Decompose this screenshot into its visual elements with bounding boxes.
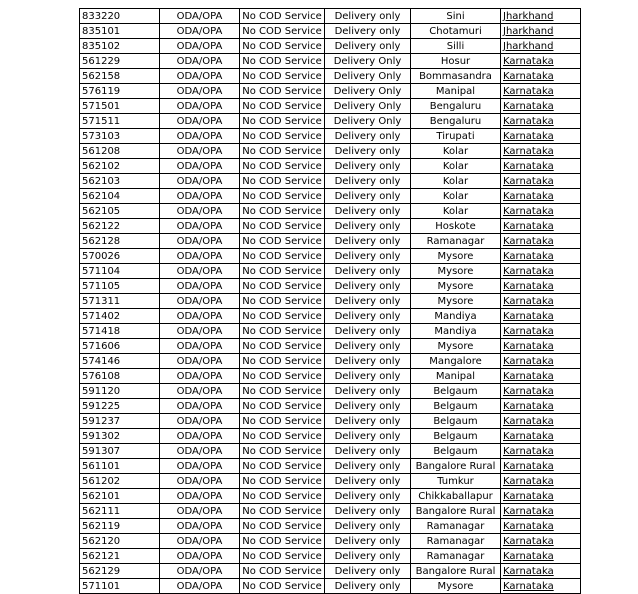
city-cell: Ramanagar — [411, 234, 501, 249]
service-cell: Delivery only — [325, 294, 411, 309]
city-cell: Bengaluru — [411, 114, 501, 129]
cod-cell: No COD Service — [240, 309, 325, 324]
city-cell: Mysore — [411, 339, 501, 354]
service-cell: Delivery only — [325, 414, 411, 429]
service-cell: Delivery only — [325, 549, 411, 564]
table-row — [80, 489, 581, 504]
table-row — [80, 24, 581, 39]
table-row — [80, 129, 581, 144]
state-cell: Karnataka — [501, 519, 581, 534]
state-cell: Karnataka — [501, 189, 581, 204]
city-cell: Silli — [411, 39, 501, 54]
pincode-cell: 562122 — [80, 219, 160, 234]
zone-cell: ODA/OPA — [160, 429, 240, 444]
zone-cell: ODA/OPA — [160, 534, 240, 549]
service-cell: Delivery only — [325, 144, 411, 159]
pincode-cell: 571501 — [80, 99, 160, 114]
cod-cell: No COD Service — [240, 384, 325, 399]
pincode-cell: 591237 — [80, 414, 160, 429]
cod-cell: No COD Service — [240, 579, 325, 594]
pincode-cell: 591302 — [80, 429, 160, 444]
state-cell: Karnataka — [501, 174, 581, 189]
cod-cell: No COD Service — [240, 354, 325, 369]
city-cell: Mangalore — [411, 354, 501, 369]
city-cell: Chotamuri — [411, 24, 501, 39]
service-cell: Delivery only — [325, 174, 411, 189]
city-cell: Chikkaballapur — [411, 489, 501, 504]
cod-cell: No COD Service — [240, 414, 325, 429]
service-cell: Delivery only — [325, 564, 411, 579]
state-cell: Karnataka — [501, 579, 581, 594]
cod-cell: No COD Service — [240, 9, 325, 24]
table-row — [80, 519, 581, 534]
table-row — [80, 84, 581, 99]
zone-cell: ODA/OPA — [160, 129, 240, 144]
zone-cell: ODA/OPA — [160, 519, 240, 534]
cod-cell: No COD Service — [240, 339, 325, 354]
city-cell: Belgaum — [411, 399, 501, 414]
cod-cell: No COD Service — [240, 474, 325, 489]
cod-cell: No COD Service — [240, 249, 325, 264]
city-cell: Belgaum — [411, 429, 501, 444]
service-cell: Delivery only — [325, 579, 411, 594]
state-cell: Karnataka — [501, 339, 581, 354]
state-cell: Karnataka — [501, 444, 581, 459]
pincode-cell: 833220 — [80, 9, 160, 24]
service-cell: Delivery Only — [325, 69, 411, 84]
pincode-cell: 571104 — [80, 264, 160, 279]
zone-cell: ODA/OPA — [160, 174, 240, 189]
city-cell: Kolar — [411, 144, 501, 159]
pincode-cell: 562129 — [80, 564, 160, 579]
service-cell: Delivery only — [325, 384, 411, 399]
pincode-cell: 561202 — [80, 474, 160, 489]
table-row — [80, 534, 581, 549]
cod-cell: No COD Service — [240, 189, 325, 204]
service-cell: Delivery only — [325, 129, 411, 144]
table-row — [80, 234, 581, 249]
table-row — [80, 384, 581, 399]
zone-cell: ODA/OPA — [160, 204, 240, 219]
city-cell: Kolar — [411, 204, 501, 219]
state-cell: Karnataka — [501, 84, 581, 99]
cod-cell: No COD Service — [240, 279, 325, 294]
city-cell: Bangalore Rural — [411, 504, 501, 519]
service-cell: Delivery only — [325, 189, 411, 204]
service-cell: Delivery only — [325, 324, 411, 339]
state-cell: Karnataka — [501, 99, 581, 114]
cod-cell: No COD Service — [240, 204, 325, 219]
service-cell: Delivery only — [325, 24, 411, 39]
cod-cell: No COD Service — [240, 69, 325, 84]
zone-cell: ODA/OPA — [160, 489, 240, 504]
zone-cell: ODA/OPA — [160, 279, 240, 294]
table-row — [80, 114, 581, 129]
state-cell: Jharkhand — [501, 9, 581, 24]
pincode-cell: 576108 — [80, 369, 160, 384]
service-cell: Delivery Only — [325, 54, 411, 69]
cod-cell: No COD Service — [240, 39, 325, 54]
zone-cell: ODA/OPA — [160, 264, 240, 279]
city-cell: Belgaum — [411, 384, 501, 399]
state-cell: Karnataka — [501, 429, 581, 444]
state-cell: Karnataka — [501, 504, 581, 519]
table-row — [80, 399, 581, 414]
table-row — [80, 474, 581, 489]
service-cell: Delivery only — [325, 474, 411, 489]
zone-cell: ODA/OPA — [160, 504, 240, 519]
zone-cell: ODA/OPA — [160, 309, 240, 324]
cod-cell: No COD Service — [240, 324, 325, 339]
zone-cell: ODA/OPA — [160, 369, 240, 384]
pincode-cell: 573103 — [80, 129, 160, 144]
table-row — [80, 264, 581, 279]
pincode-cell: 570026 — [80, 249, 160, 264]
cod-cell: No COD Service — [240, 459, 325, 474]
cod-cell: No COD Service — [240, 234, 325, 249]
pincode-cell: 574146 — [80, 354, 160, 369]
pincode-cell: 576119 — [80, 84, 160, 99]
pincode-cell: 561101 — [80, 459, 160, 474]
city-cell: Ramanagar — [411, 519, 501, 534]
service-cell: Delivery only — [325, 39, 411, 54]
city-cell: Kolar — [411, 174, 501, 189]
city-cell: Mysore — [411, 249, 501, 264]
cod-cell: No COD Service — [240, 564, 325, 579]
service-cell: Delivery only — [325, 204, 411, 219]
pincode-cell: 591225 — [80, 399, 160, 414]
table-row — [80, 414, 581, 429]
cod-cell: No COD Service — [240, 129, 325, 144]
pincode-cell: 562101 — [80, 489, 160, 504]
pincode-cell: 835101 — [80, 24, 160, 39]
city-cell: Bommasandra — [411, 69, 501, 84]
cod-cell: No COD Service — [240, 144, 325, 159]
table-row — [80, 189, 581, 204]
city-cell: Mysore — [411, 294, 501, 309]
table-body — [80, 9, 581, 594]
zone-cell: ODA/OPA — [160, 144, 240, 159]
table-row — [80, 339, 581, 354]
city-cell: Ramanagar — [411, 549, 501, 564]
city-cell: Mysore — [411, 279, 501, 294]
zone-cell: ODA/OPA — [160, 249, 240, 264]
state-cell: Karnataka — [501, 204, 581, 219]
service-cell: Delivery Only — [325, 99, 411, 114]
state-cell: Karnataka — [501, 159, 581, 174]
zone-cell: ODA/OPA — [160, 39, 240, 54]
zone-cell: ODA/OPA — [160, 24, 240, 39]
cod-cell: No COD Service — [240, 399, 325, 414]
table-row — [80, 459, 581, 474]
cod-cell: No COD Service — [240, 99, 325, 114]
city-cell: Bengaluru — [411, 99, 501, 114]
pincode-cell: 571101 — [80, 579, 160, 594]
cod-cell: No COD Service — [240, 429, 325, 444]
state-cell: Karnataka — [501, 324, 581, 339]
state-cell: Karnataka — [501, 54, 581, 69]
table-row — [80, 549, 581, 564]
service-cell: Delivery only — [325, 519, 411, 534]
service-cell: Delivery only — [325, 399, 411, 414]
city-cell: Tirupati — [411, 129, 501, 144]
service-cell: Delivery only — [325, 249, 411, 264]
pincode-cell: 571402 — [80, 309, 160, 324]
city-cell: Belgaum — [411, 414, 501, 429]
pincode-cell: 562121 — [80, 549, 160, 564]
cod-cell: No COD Service — [240, 264, 325, 279]
cod-cell: No COD Service — [240, 294, 325, 309]
table-row — [80, 369, 581, 384]
state-cell: Karnataka — [501, 129, 581, 144]
cod-cell: No COD Service — [240, 159, 325, 174]
table-row — [80, 444, 581, 459]
zone-cell: ODA/OPA — [160, 84, 240, 99]
city-cell: Hoskote — [411, 219, 501, 234]
city-cell: Sini — [411, 9, 501, 24]
service-cell: Delivery only — [325, 279, 411, 294]
service-cell: Delivery only — [325, 534, 411, 549]
service-cell: Delivery only — [325, 504, 411, 519]
service-cell: Delivery only — [325, 234, 411, 249]
state-cell: Karnataka — [501, 384, 581, 399]
zone-cell: ODA/OPA — [160, 414, 240, 429]
cod-cell: No COD Service — [240, 489, 325, 504]
pincode-cell: 562102 — [80, 159, 160, 174]
table-row — [80, 39, 581, 54]
pincode-cell: 571418 — [80, 324, 160, 339]
table-row — [80, 159, 581, 174]
cod-cell: No COD Service — [240, 54, 325, 69]
service-cell: Delivery only — [325, 264, 411, 279]
service-cell: Delivery Only — [325, 84, 411, 99]
city-cell: Tumkur — [411, 474, 501, 489]
cod-cell: No COD Service — [240, 84, 325, 99]
zone-cell: ODA/OPA — [160, 159, 240, 174]
state-cell: Karnataka — [501, 549, 581, 564]
city-cell: Manipal — [411, 369, 501, 384]
pincode-cell: 591307 — [80, 444, 160, 459]
pincode-table — [79, 8, 581, 594]
cod-cell: No COD Service — [240, 174, 325, 189]
zone-cell: ODA/OPA — [160, 474, 240, 489]
cod-cell: No COD Service — [240, 114, 325, 129]
service-cell: Delivery only — [325, 339, 411, 354]
state-cell: Karnataka — [501, 219, 581, 234]
service-cell: Delivery only — [325, 369, 411, 384]
state-cell: Karnataka — [501, 264, 581, 279]
zone-cell: ODA/OPA — [160, 444, 240, 459]
state-cell: Jharkhand — [501, 24, 581, 39]
table-row — [80, 579, 581, 594]
zone-cell: ODA/OPA — [160, 99, 240, 114]
table-row — [80, 354, 581, 369]
state-cell: Karnataka — [501, 69, 581, 84]
zone-cell: ODA/OPA — [160, 114, 240, 129]
pincode-cell: 571511 — [80, 114, 160, 129]
zone-cell: ODA/OPA — [160, 324, 240, 339]
state-cell: Karnataka — [501, 399, 581, 414]
city-cell: Mandiya — [411, 309, 501, 324]
state-cell: Karnataka — [501, 234, 581, 249]
city-cell: Kolar — [411, 189, 501, 204]
pincode-cell: 562105 — [80, 204, 160, 219]
cod-cell: No COD Service — [240, 444, 325, 459]
table-row — [80, 144, 581, 159]
state-cell: Karnataka — [501, 249, 581, 264]
service-cell: Delivery only — [325, 309, 411, 324]
state-cell: Karnataka — [501, 294, 581, 309]
state-cell: Karnataka — [501, 279, 581, 294]
zone-cell: ODA/OPA — [160, 9, 240, 24]
pincode-cell: 571311 — [80, 294, 160, 309]
zone-cell: ODA/OPA — [160, 399, 240, 414]
zone-cell: ODA/OPA — [160, 549, 240, 564]
table-row — [80, 99, 581, 114]
state-cell: Karnataka — [501, 354, 581, 369]
state-cell: Karnataka — [501, 369, 581, 384]
pincode-cell: 562119 — [80, 519, 160, 534]
cod-cell: No COD Service — [240, 534, 325, 549]
pincode-cell: 562104 — [80, 189, 160, 204]
zone-cell: ODA/OPA — [160, 219, 240, 234]
table-row — [80, 249, 581, 264]
table-row — [80, 54, 581, 69]
service-cell: Delivery only — [325, 489, 411, 504]
city-cell: Bangalore Rural — [411, 564, 501, 579]
service-cell: Delivery Only — [325, 114, 411, 129]
table-row — [80, 279, 581, 294]
table-row — [80, 9, 581, 24]
table-row — [80, 564, 581, 579]
state-cell: Karnataka — [501, 474, 581, 489]
cod-cell: No COD Service — [240, 504, 325, 519]
state-cell: Karnataka — [501, 114, 581, 129]
zone-cell: ODA/OPA — [160, 339, 240, 354]
pincode-cell: 562111 — [80, 504, 160, 519]
pincode-cell: 561208 — [80, 144, 160, 159]
state-cell: Karnataka — [501, 489, 581, 504]
cod-cell: No COD Service — [240, 519, 325, 534]
city-cell: Bangalore Rural — [411, 459, 501, 474]
pincode-cell: 562158 — [80, 69, 160, 84]
table-row — [80, 219, 581, 234]
state-cell: Karnataka — [501, 414, 581, 429]
service-cell: Delivery only — [325, 444, 411, 459]
city-cell: Ramanagar — [411, 534, 501, 549]
table-row — [80, 69, 581, 84]
table-row — [80, 204, 581, 219]
service-cell: Delivery only — [325, 429, 411, 444]
table-row — [80, 174, 581, 189]
zone-cell: ODA/OPA — [160, 564, 240, 579]
city-cell: Mysore — [411, 264, 501, 279]
pincode-cell: 562120 — [80, 534, 160, 549]
pincode-cell: 562128 — [80, 234, 160, 249]
pincode-cell: 562103 — [80, 174, 160, 189]
city-cell: Hosur — [411, 54, 501, 69]
pincode-cell: 561229 — [80, 54, 160, 69]
state-cell: Jharkhand — [501, 39, 581, 54]
zone-cell: ODA/OPA — [160, 189, 240, 204]
pincode-cell: 571606 — [80, 339, 160, 354]
pincode-cell: 591120 — [80, 384, 160, 399]
service-cell: Delivery only — [325, 354, 411, 369]
zone-cell: ODA/OPA — [160, 459, 240, 474]
cod-cell: No COD Service — [240, 24, 325, 39]
state-cell: Karnataka — [501, 144, 581, 159]
zone-cell: ODA/OPA — [160, 54, 240, 69]
table-row — [80, 324, 581, 339]
city-cell: Mysore — [411, 579, 501, 594]
service-cell: Delivery only — [325, 219, 411, 234]
service-cell: Delivery only — [325, 9, 411, 24]
cod-cell: No COD Service — [240, 549, 325, 564]
zone-cell: ODA/OPA — [160, 69, 240, 84]
city-cell: Mandiya — [411, 324, 501, 339]
pincode-cell: 835102 — [80, 39, 160, 54]
state-cell: Karnataka — [501, 309, 581, 324]
table-row — [80, 504, 581, 519]
city-cell: Manipal — [411, 84, 501, 99]
zone-cell: ODA/OPA — [160, 354, 240, 369]
cod-cell: No COD Service — [240, 369, 325, 384]
table-row — [80, 309, 581, 324]
cod-cell: No COD Service — [240, 219, 325, 234]
service-cell: Delivery only — [325, 459, 411, 474]
city-cell: Kolar — [411, 159, 501, 174]
table-row — [80, 294, 581, 309]
table-row — [80, 429, 581, 444]
state-cell: Karnataka — [501, 534, 581, 549]
state-cell: Karnataka — [501, 564, 581, 579]
state-cell: Karnataka — [501, 459, 581, 474]
city-cell: Belgaum — [411, 444, 501, 459]
pincode-cell: 571105 — [80, 279, 160, 294]
zone-cell: ODA/OPA — [160, 294, 240, 309]
zone-cell: ODA/OPA — [160, 234, 240, 249]
service-cell: Delivery only — [325, 159, 411, 174]
zone-cell: ODA/OPA — [160, 579, 240, 594]
zone-cell: ODA/OPA — [160, 384, 240, 399]
